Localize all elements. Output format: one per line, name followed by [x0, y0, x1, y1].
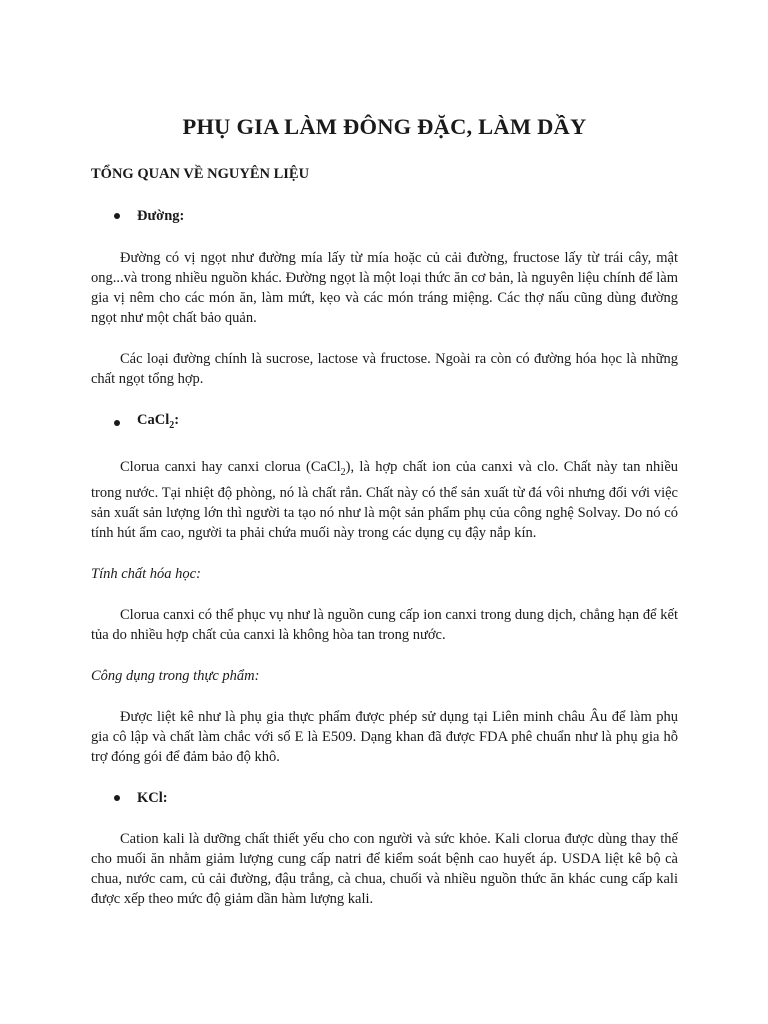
formula-text: CaCl [137, 412, 170, 428]
bullet-icon [114, 420, 120, 426]
paragraph-sugar-1: Đường có vị ngọt như đường mía lấy từ mía hoặc củ cải đường, fructose lấy từ trái cây, mật ong...và trong nhiều nguồn khác. Đường ngọt là một loại thức ăn cơ bản, là nguyên liệu chính để làm gia vị nêm cho các món ăn, làm mứt, kẹo và các món tráng miệng. Các thợ nấu cũng dùng đường ngọt như một chất bảo quản. [91, 250, 678, 326]
paragraph-kcl: Cation kali là dưỡng chất thiết yếu cho con người và sức khỏe. Kali clorua được dùng thay thế cho muối ăn nhằm giảm lượng cung cấp natri để kiểm soát bệnh cao huyết áp. USDA liệt kê bộ cà chua, nước cam, củ cải đường, đậu trắng, cà chua, chuối và nhiều nguồn thức ăn khác cung cấp kali được xếp theo mức độ giảm dần hàm lượng kali. [91, 830, 678, 907]
bullet-icon [114, 795, 120, 801]
bullet-heading-cacl2 [91, 410, 678, 436]
formula-colon: : [174, 412, 180, 428]
paragraph-chemical-properties: Clorua canxi có thể phục vụ như là nguồn cung cấp ion canxi trong dung dịch, chẳng hạn để kết tủa do nhiều hợp chất của canxi là không hòa tan trong nước. [91, 606, 678, 643]
subheading-chemical-properties: Tính chất hóa học: [91, 565, 201, 582]
subheading-food-uses: Công dụng trong thực phẩm: [91, 667, 260, 684]
bullet-heading-kcl [91, 788, 678, 808]
paragraph-cacl2-1 [91, 457, 678, 543]
formula-subscript: 2 [169, 419, 175, 431]
bullet-heading-sugar [91, 206, 678, 226]
document-title: PHỤ GIA LÀM ĐÔNG ĐẶC, LÀM DẦY [182, 114, 587, 139]
bullet-label: Đường: [137, 208, 185, 224]
paragraph-food-uses: Được liệt kê như là phụ gia thực phẩm được phép sử dụng tại Liên minh châu Âu để làm phụ gia cô lập và chất làm chắc với số E là E509. Dạng khan đã được FDA phê chuẩn như là phụ gia hỗ trợ đóng gói để đảm bảo độ khô. [91, 708, 678, 765]
paragraph-text-b: ), là hợp chất ion của canxi và clo. Chất này tan nhiều trong nước. Tại nhiệt độ phòng, nó là chất rắn. Chất này có thể sản xuất từ đá vôi nhưng đối với việc sản xuất sản lượng lớn thì người ta tạo nó như là một sản phẩm phụ của công nghệ Solvay. Do nó có tính hút ẩm cao, người ta phải chứa muối này trong các dụng cụ đậy nắp kín. [91, 458, 679, 541]
formula-subscript: 2 [340, 466, 346, 478]
bullet-icon [114, 213, 120, 219]
bullet-label [137, 410, 179, 436]
section-heading: TỔNG QUAN VỀ NGUYÊN LIỆU [91, 166, 310, 182]
bullet-label: KCl: [137, 789, 168, 806]
paragraph-text-a: Clorua canxi hay canxi clorua (CaCl [120, 458, 341, 475]
paragraph-sugar-2: Các loại đường chính là sucrose, lactose và fructose. Ngoài ra còn có đường hóa học là những chất ngọt tổng hợp. [91, 351, 678, 387]
